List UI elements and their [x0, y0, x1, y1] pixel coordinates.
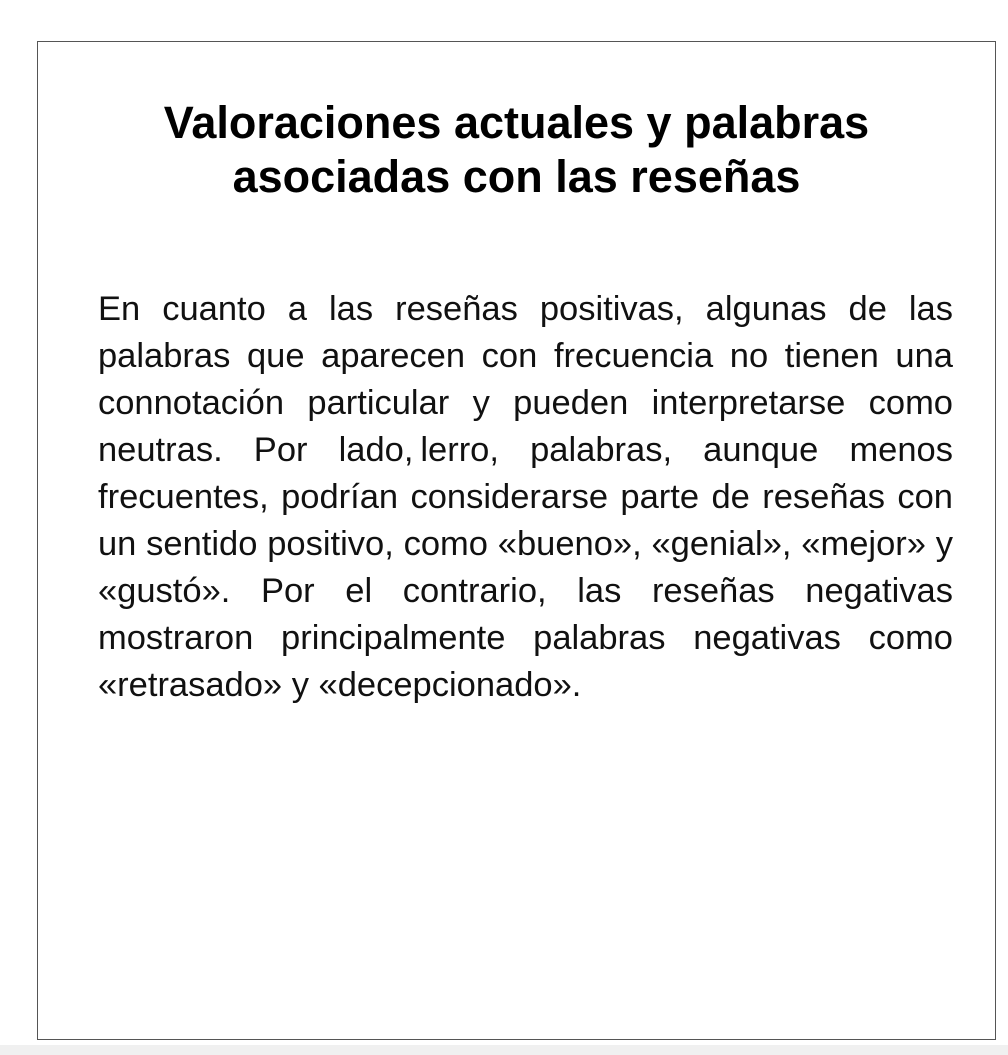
document-title-line-1: Valoraciones actuales y palabras: [163, 97, 870, 148]
document-title-line-2: asociadas con las reseñas: [232, 151, 801, 202]
page-bottom-strip: [0, 1045, 1008, 1055]
document-body-paragraph: En cuanto a las reseñas positivas, algunas de las palabras que aparecen con frecuencia no tienen una connotación particular y pueden interpretarse como neutras. Por lado, lerro, palabras, aunque menos frecuentes, podrían considerarse parte de reseñas con un sentido positivo, como «bueno», «genial», «mejor» y «gustó». Por el contrario, las reseñas negativas mostraron principalmente palabras negativas como «retrasado» y «decepcionado».: [98, 290, 953, 704]
document-card: [37, 41, 996, 1040]
document-title: [38, 96, 995, 204]
